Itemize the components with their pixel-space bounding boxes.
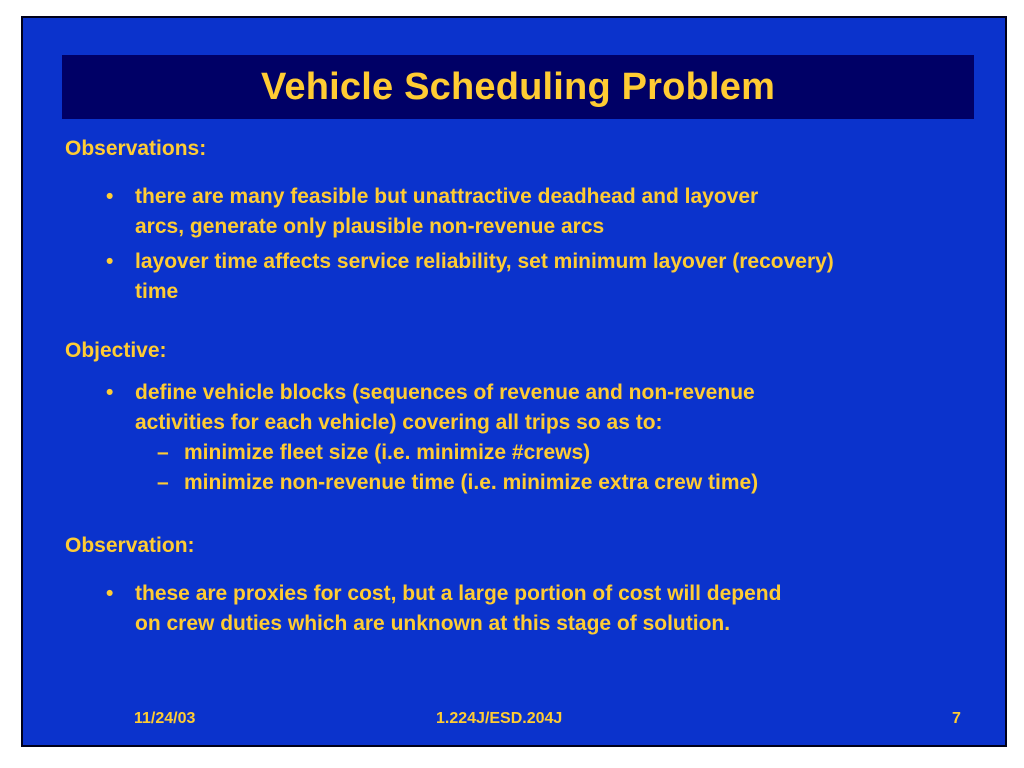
bullet-line: activities for each vehicle) covering all trips so as to: (135, 411, 663, 434)
slide (21, 16, 1007, 747)
footer-page-number: 7 (952, 710, 961, 727)
footer-course: 1.224J/ESD.204J (436, 710, 563, 727)
section-heading-observation: Observation: (65, 534, 195, 557)
bullet-line: these are proxies for cost, but a large portion of cost will depend (135, 582, 782, 605)
bullet-item (103, 378, 1003, 498)
bullet-line: on crew duties which are unknown at this stage of solution. (135, 612, 731, 635)
bullet-item (103, 182, 1003, 242)
footer-date: 11/24/03 (134, 710, 196, 727)
sub-bullet-item (135, 468, 1003, 498)
bullet-line: time (135, 280, 179, 303)
dash-icon: – (157, 471, 169, 494)
section-heading-objective: Objective: (65, 339, 167, 362)
bullet-line: arcs, generate only plausible non-revenue arcs (135, 215, 605, 238)
bullet-icon: • (106, 250, 114, 273)
sub-bullet-text: minimize fleet size (i.e. minimize #crews) (184, 441, 591, 464)
bullet-icon: • (106, 582, 114, 605)
bullet-icon: • (106, 381, 114, 404)
observations-bullet-list (103, 182, 1003, 307)
bullet-icon: • (106, 185, 114, 208)
sub-bullet-item (135, 438, 1003, 468)
dash-icon: – (157, 441, 169, 464)
bullet-line: layover time affects service reliability, set minimum layover (recovery) (135, 250, 834, 273)
observation-bullet-list (103, 579, 1003, 639)
bullet-item (103, 247, 1003, 307)
sub-bullet-text: minimize non-revenue time (i.e. minimize extra crew time) (184, 471, 759, 494)
slide-title: Vehicle Scheduling Problem (260, 65, 776, 108)
section-heading-observations: Observations: (65, 137, 207, 160)
objective-sub-list (135, 438, 1003, 498)
bullet-item (103, 579, 1003, 639)
bullet-line: define vehicle blocks (sequences of revenue and non-revenue (135, 381, 755, 404)
title-bar (62, 55, 974, 119)
bullet-line: there are many feasible but unattractive deadhead and layover (135, 185, 759, 208)
objective-bullet-list (103, 378, 1003, 498)
